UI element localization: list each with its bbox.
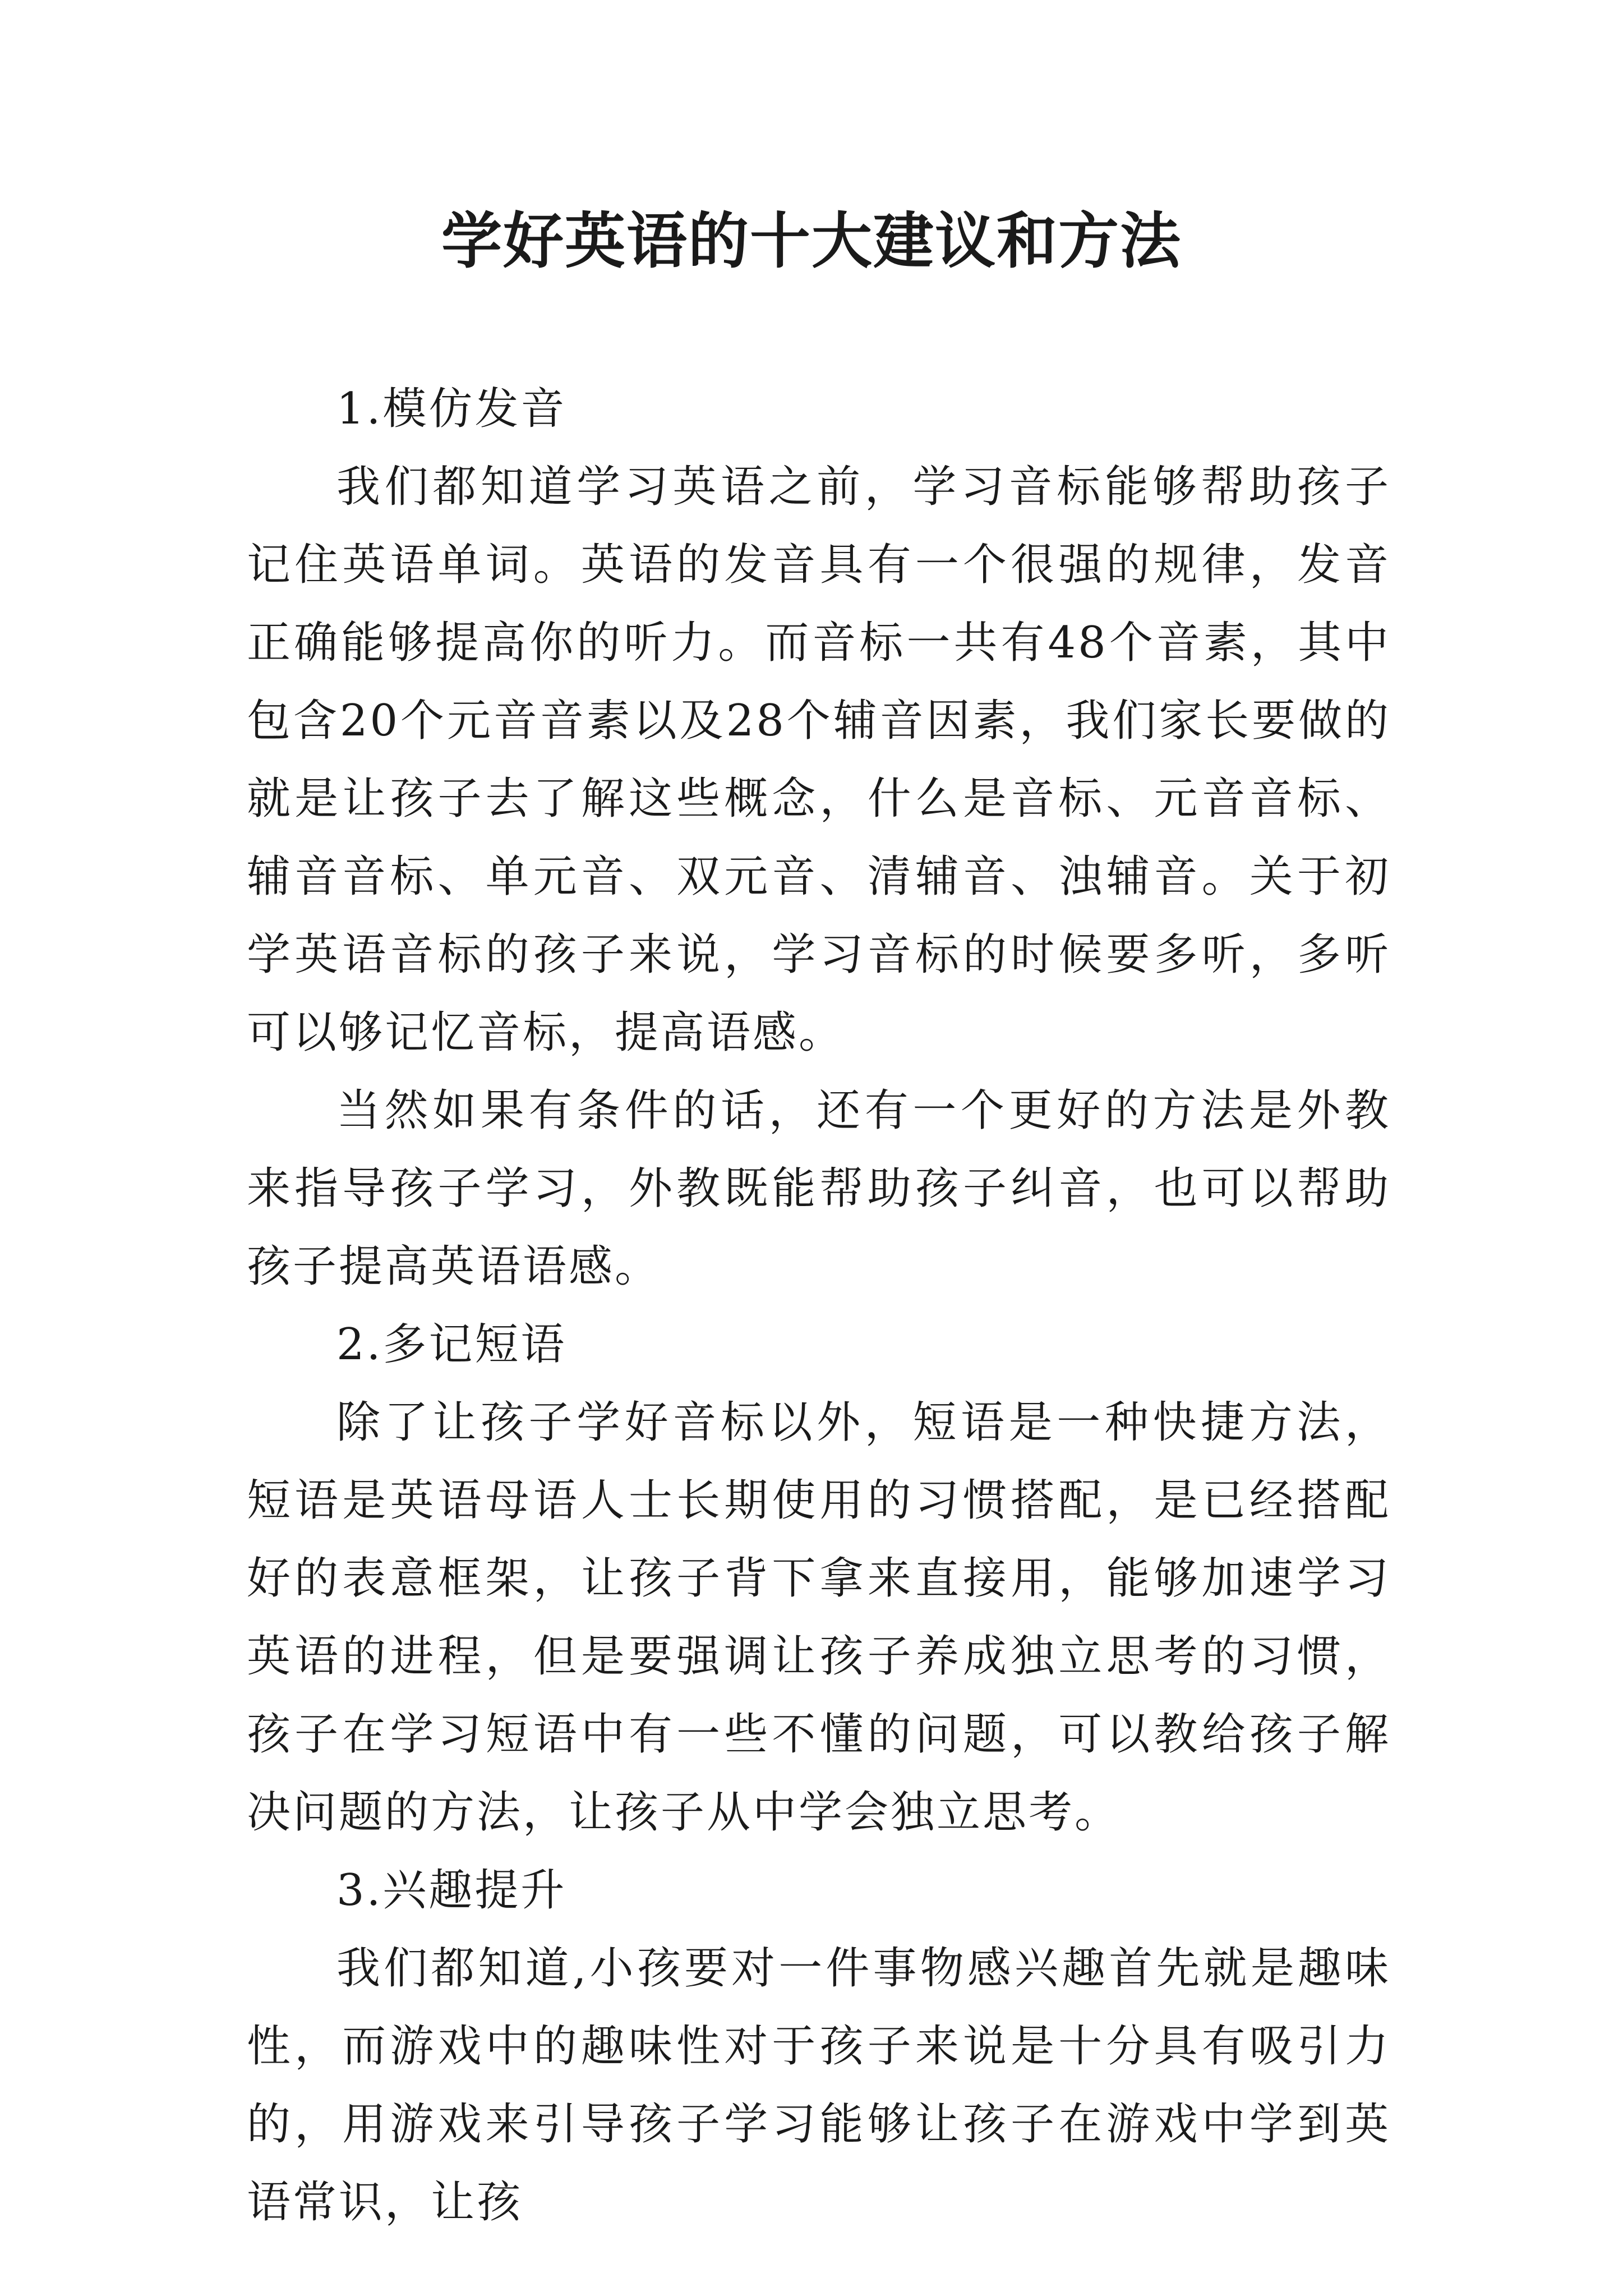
document-title: 学好英语的十大建议和方法 <box>441 206 1182 277</box>
section-heading-2: 2.多记短语 <box>336 1319 567 1370</box>
section-heading-3: 3.兴趣提升 <box>336 1865 567 1916</box>
section-heading-1: 1.模仿发音 <box>336 384 567 434</box>
body-paragraph: 我们都知道学习英语之前，学习音标能够帮助孩子记住英语单词。英语的发音具有一个很强的规律，发音正确能够提高你的听力。而音标一共有48个音素，其中包含20个元音音素以及28个辅音因素，我们家长要做的就是让孩子去了解这些概念，什么是音标、元音音标、辅音音标、单元音、双元音、清辅音、浊辅音。关于初学英语音标的孩子来说，学习音标的时候要多听，多听可以够记忆音标，提高语感。 <box>247 462 1391 1058</box>
body-paragraph: 我们都知道,小孩要对一件事物感兴趣首先就是趣味性，而游戏中的趣味性对于孩子来说是十分具有吸引力的，用游戏来引导孩子学习能够让孩子在游戏中学到英语常识，让孩 <box>247 1943 1391 2228</box>
body-paragraph: 除了让孩子学好音标以外，短语是一种快捷方法，短语是英语母语人士长期使用的习惯搭配，是已经搭配好的表意框架，让孩子背下拿来直接用，能够加速学习英语的进程，但是要强调让孩子养成独立思考的习惯，孩子在学习短语中有一些不懂的问题，可以教给孩子解决问题的方法，让孩子从中学会独立思考。 <box>247 1397 1391 1838</box>
body-paragraph: 当然如果有条件的话，还有一个更好的方法是外教来指导孩子学习，外教既能帮助孩子纠音，也可以帮助孩子提高英语语感。 <box>247 1085 1391 1292</box>
document-body <box>247 370 1391 2242</box>
